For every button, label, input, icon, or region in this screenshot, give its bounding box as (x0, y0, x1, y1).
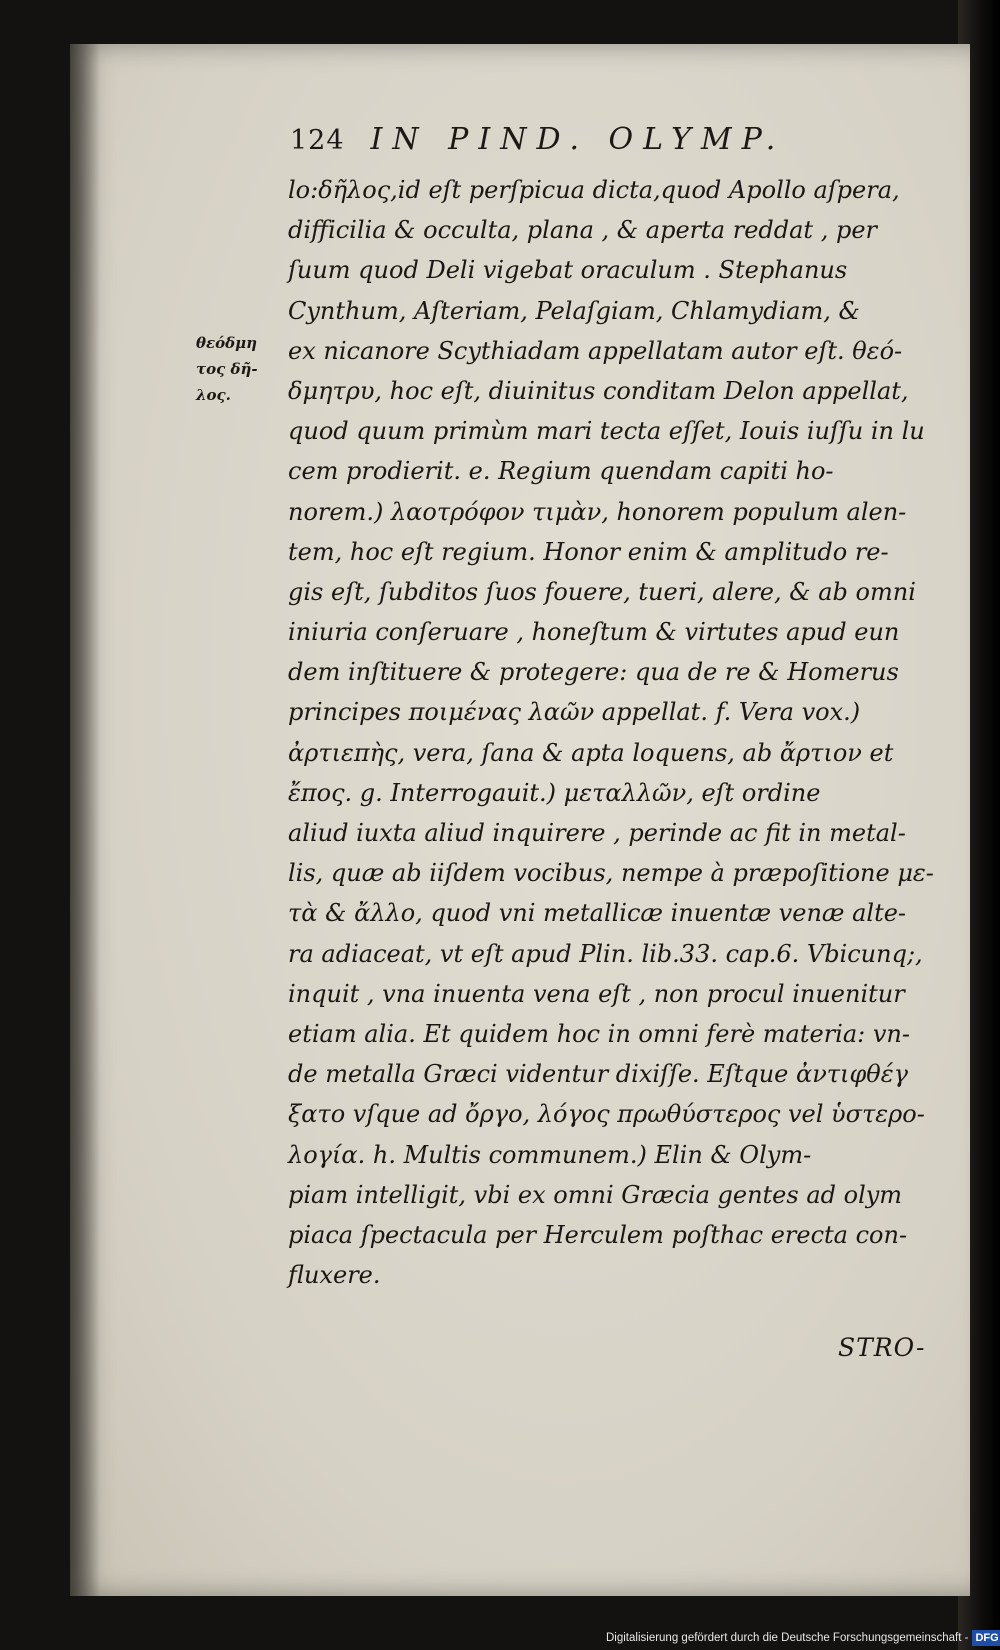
text-line: cem prodierit. e. Regium quendam capiti ho- (288, 457, 834, 486)
margin-note-line: θεόδμη (196, 334, 258, 352)
text-line: ἀρτιεπὴς, vera, ſana & apta loquens, ab ἄρτιον et (288, 738, 894, 767)
commentary-text (288, 170, 950, 1295)
text-line: lis, quæ ab iiſdem vocibus, nempe à præpoſitione με- (288, 859, 934, 888)
text-line: lo:δῆλος,id eſt perſpicua dicta,quod Apollo aſpera, (288, 176, 900, 204)
text-line: principes ποιμένας λαῶν appellat. f. Vera vox.) (288, 698, 861, 727)
digitization-credit (606, 1628, 1000, 1648)
text-line: aliud iuxta aliud inquirere , perinde ac fit in metal- (288, 819, 906, 847)
text-line: etiam alia. Et quidem hoc in omni ferè materia: vn- (288, 1019, 910, 1048)
margin-note (196, 330, 274, 408)
text-line: inquit , vna inuenta vena eſt , non procul inuenitur (288, 979, 905, 1008)
text-line: ra adiaceat, vt eſt apud Plin. lib.33. cap.6. Vbicunq;, (288, 939, 923, 968)
text-line: λογία. h. Multis communem.) Elin & Olym- (288, 1140, 812, 1169)
text-line: δμητρυ, hoc eſt, diuinitus conditam Delon appellat, (288, 376, 909, 405)
text-line: tem, hoc eſt regium. Honor enim & amplitudo re- (288, 537, 889, 566)
running-head (290, 122, 890, 166)
text-line: gis eſt, ſubditos ſuos fouere, tueri, alere, & ab omni (288, 577, 916, 606)
catchword: STRO- (838, 1333, 926, 1362)
text-line: piam intelligit, vbi ex omni Græcia gentes ad olym (288, 1180, 903, 1209)
text-line: τὰ & ἄλλο, quod vni metallicæ inuentæ venæ alte- (288, 899, 907, 928)
text-line: iniuria conſeruare , honeſtum & virtutes apud eun (288, 618, 900, 647)
margin-note-line: τος δῆ- (196, 360, 258, 378)
text-line: fluxere. (288, 1261, 381, 1290)
text-line: ἔπος. g. Interrogauit.) μεταλλῶν, eſt ordine (288, 778, 821, 807)
running-title: IN PIND. OLYMP. (370, 122, 786, 157)
text-line: Cynthum, Aſteriam, Pelaſgiam, Chlamydiam, & (288, 296, 860, 325)
text-line: dem inſtituere & protegere: qua de re & Homerus (288, 658, 899, 687)
margin-note-line: λος. (196, 386, 231, 404)
text-line: ſuum quod Deli vigebat oraculum . Stephanus (288, 256, 848, 285)
text-line: ex nicanore Scythiadam appellatam autor eſt. θεό- (288, 336, 903, 365)
text-line: de metalla Græci videntur dixiſſe. Eſtque ἀντιφθέγ (288, 1060, 908, 1089)
dfg-logo: DFG (972, 1630, 1000, 1646)
text-line: ξατο vſque ad ὄργο, λόγος πρωθύστερος vel ὑστερο- (288, 1100, 925, 1129)
text-line: quod quum primùm mari tecta eſſet, Iouis iuſſu in lu (288, 417, 925, 446)
page-gutter-shadow (70, 44, 100, 1596)
text-line: piaca ſpectacula per Herculem poſthac erecta con- (288, 1220, 908, 1249)
text-line: difficilia & occulta, plana , & aperta reddat , per (288, 216, 877, 245)
page-number: 124 (290, 125, 345, 156)
text-line: norem.) λαοτρόφον τιμὰν, honorem populum alen- (288, 497, 907, 526)
credit-text: Digitalisierung gefördert durch die Deutsche Forschungsgemeinschaft - (606, 1632, 969, 1644)
